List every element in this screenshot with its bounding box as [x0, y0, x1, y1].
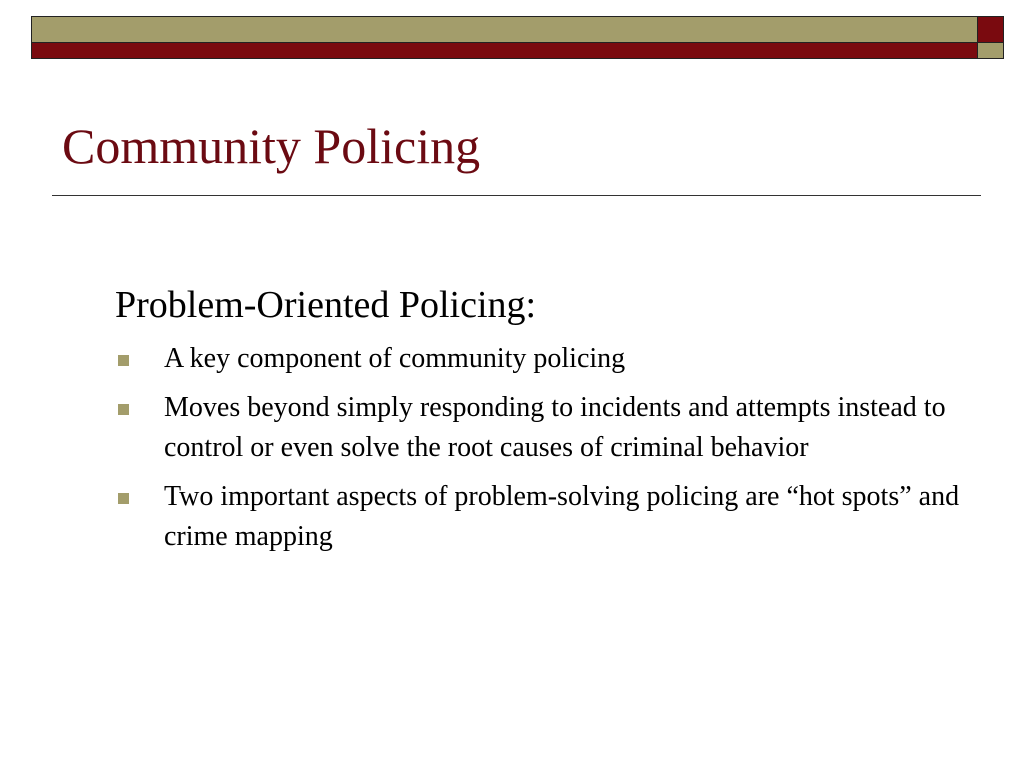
bullet-text: Moves beyond simply responding to incidents and attempts instead to control or even solve the root causes of criminal behavior — [164, 392, 946, 463]
bullet-list — [115, 339, 995, 557]
square-bullet-icon — [118, 493, 129, 504]
list-item — [115, 339, 995, 379]
header-band-olive — [31, 16, 978, 43]
list-item — [115, 477, 995, 557]
slide-title: Community Policing — [62, 118, 481, 174]
list-item — [115, 388, 995, 468]
bullet-text: A key component of community policing — [164, 343, 626, 374]
header-band-red — [31, 42, 978, 59]
bullet-text: Two important aspects of problem-solving policing are “hot spots” and crime mapping — [164, 481, 960, 552]
title-divider — [52, 195, 981, 196]
square-bullet-icon — [118, 355, 129, 366]
section-heading: Problem-Oriented Policing: — [115, 284, 537, 326]
header-corner-square-red — [977, 16, 1004, 43]
header-corner-square-olive — [977, 42, 1004, 59]
square-bullet-icon — [118, 404, 129, 415]
slide-body — [115, 281, 995, 566]
